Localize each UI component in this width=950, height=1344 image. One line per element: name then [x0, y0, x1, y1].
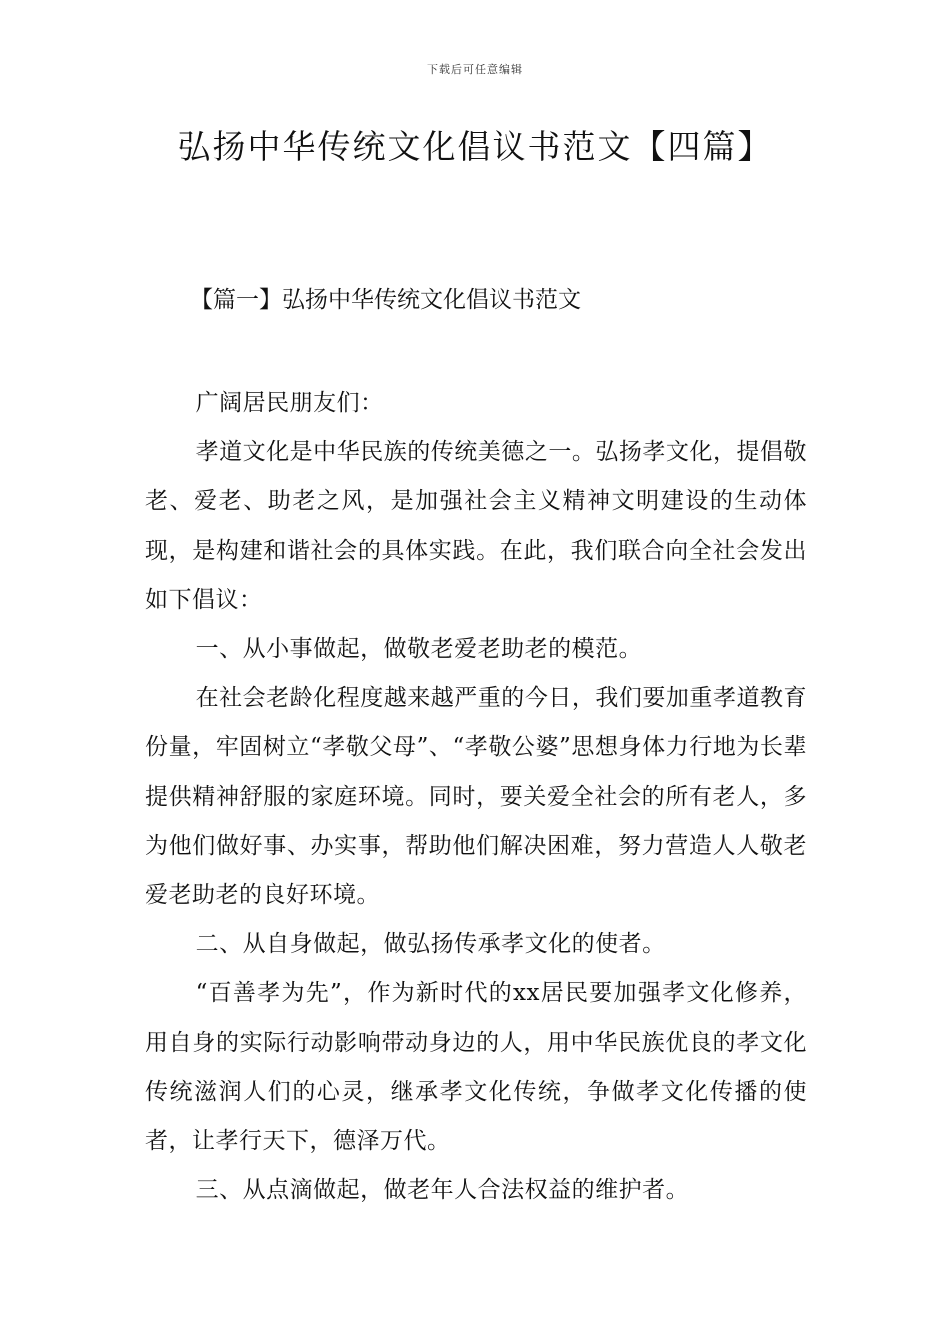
header-note: 下载后可任意编辑: [427, 63, 523, 76]
proposal-heading-2: 二、从自身做起，做弘扬传承孝文化的使者。: [195, 931, 666, 958]
proposal-heading-1: 一、从小事做起，做敬老爱老助老的模范。: [195, 636, 643, 663]
body-paragraph: 孝道文化是中华民族的传统美德之一。弘扬孝文化，提倡敬老、爱老、助老之风，是加强社会主义精神文明建设的生动体现，是构建和谐社会的具体实践。在此，我们联合向全社会发出如下倡议：: [145, 439, 807, 613]
proposal-heading-3: 三、从点滴做起，做老年人合法权益的维护者。: [195, 1177, 690, 1204]
document-body: [145, 379, 807, 1215]
document-title: 弘扬中华传统文化倡议书范文【四篇】: [177, 127, 773, 166]
body-paragraph: 在社会老龄化程度越来越严重的今日，我们要加重孝道教育份量，牢固树立“孝敬父母”、“孝敬公婆”思想身体力行地为长辈提供精神舒服的家庭环境。同时，要关爱全社会的所有老人，多为他们做好事、办实事，帮助他们解决困难，努力营造人人敬老爱老助老的良好环境。: [145, 685, 807, 909]
body-paragraph: “百善孝为先”，作为新时代的xx居民要加强孝文化修养，用自身的实际行动影响带动身边的人，用中华民族优良的孝文化传统滋润人们的心灵，继承孝文化传统，争做孝文化传播的使者，让孝行天下，德泽万代。: [145, 980, 807, 1155]
section-heading: 【篇一】弘扬中华传统文化倡议书范文: [190, 287, 581, 313]
salutation-paragraph: 广阔居民朋友们：: [195, 390, 384, 416]
